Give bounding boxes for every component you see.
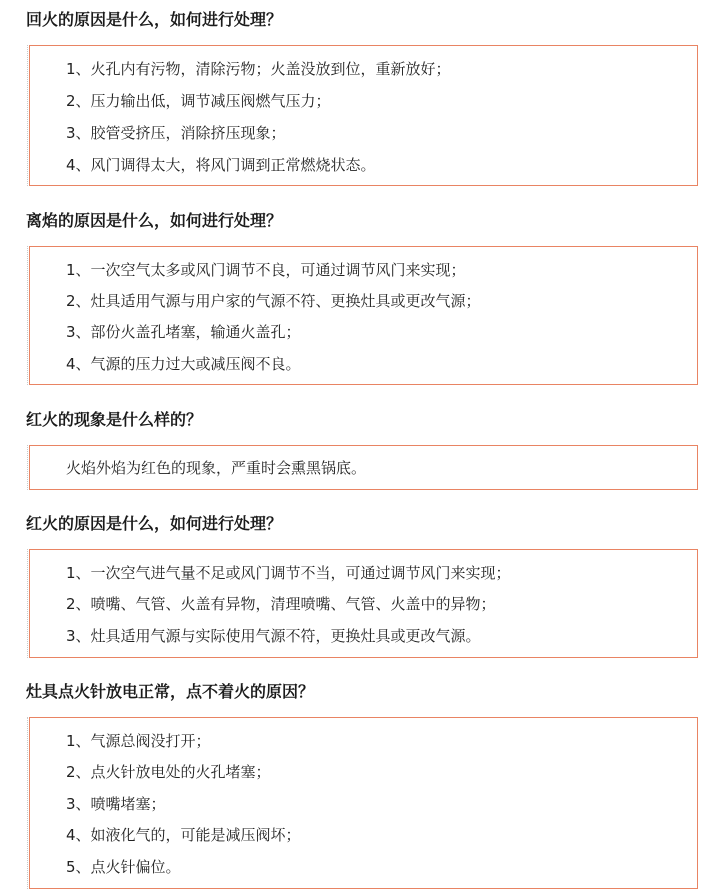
list-item: 3、喷嘴堵塞；	[66, 795, 166, 813]
list-item: 5、点火针偏位。	[66, 858, 181, 876]
list-item: 1、气源总阀没打开；	[66, 732, 211, 750]
list-item: 火焰外焰为红色的现象，严重时会熏黑锅底。	[66, 459, 367, 477]
answer-box	[29, 45, 698, 186]
answer-box	[29, 246, 698, 385]
list-item: 2、压力输出低，调节减压阀燃气压力；	[66, 92, 331, 110]
list-item: 1、一次空气进气量不足或风门调节不当，可通过调节风门来实现；	[66, 564, 511, 582]
list-item: 1、一次空气太多或风门调节不良，可通过调节风门来实现；	[66, 261, 466, 279]
section-heading: 红火的现象是什么样的？	[26, 410, 203, 429]
list-item: 3、部份火盖孔堵塞，输通火盖孔；	[66, 323, 301, 341]
list-item: 3、灶具适用气源与实际使用气源不符，更换灶具或更改气源。	[66, 627, 481, 645]
answer-box	[29, 717, 698, 889]
section-heading: 回火的原因是什么，如何进行处理？	[26, 10, 283, 29]
section-heading: 灶具点火针放电正常，点不着火的原因？	[26, 682, 315, 701]
list-item: 4、风门调得太大，将风门调到正常燃烧状态。	[66, 156, 376, 174]
section-heading: 红火的原因是什么，如何进行处理？	[26, 514, 283, 533]
list-item: 2、灶具适用气源与用户家的气源不符、更换灶具或更改气源；	[66, 292, 481, 310]
list-item: 1、火孔内有污物，清除污物；火盖没放到位，重新放好；	[66, 60, 451, 78]
list-item: 4、如液化气的，可能是减压阀坏；	[66, 826, 301, 844]
list-item: 4、气源的压力过大或减压阀不良。	[66, 355, 301, 373]
list-item: 2、点火针放电处的火孔堵塞；	[66, 763, 271, 781]
answer-box	[29, 445, 698, 490]
list-item: 3、胶管受挤压，消除挤压现象；	[66, 124, 286, 142]
section-heading: 离焰的原因是什么，如何进行处理？	[26, 211, 283, 230]
list-item: 2、喷嘴、气管、火盖有异物，清理喷嘴、气管、火盖中的异物；	[66, 595, 496, 613]
answer-box	[29, 549, 698, 658]
